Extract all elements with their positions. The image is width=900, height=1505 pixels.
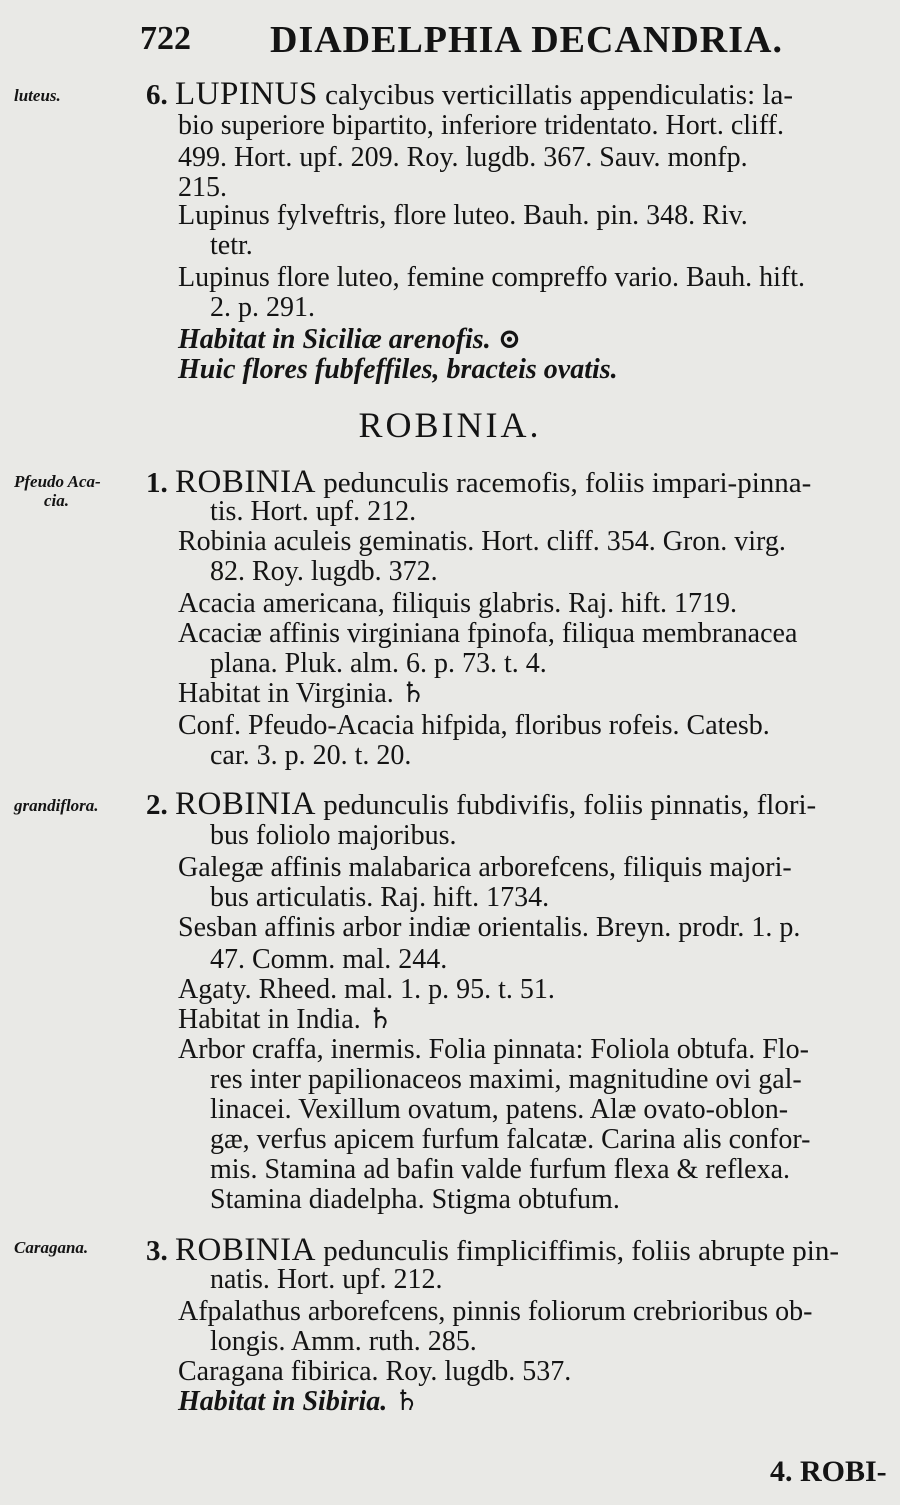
description-line: gæ, verfus apicem furfum falcatæ. Carina alis confor- (210, 1124, 811, 1155)
genus-name: ROBINIA (175, 786, 316, 822)
text-line: Lupinus flore luteo, femine compreffo vario. Bauh. hift. (178, 262, 805, 293)
text-line: natis. Hort. upf. 212. (210, 1264, 443, 1295)
margin-name-caragana: Caragana. (14, 1238, 89, 1257)
genus-name: LUPINUS (175, 76, 318, 112)
text-line: Conf. Pfeudo-Acacia hifpida, floribus rofeis. Catesb. (178, 710, 770, 741)
description-line: res inter papilionaceos maximi, magnitudine ovi gal- (210, 1064, 802, 1095)
entry-text: calycibus verticillatis appendiculatis: la- (325, 79, 793, 111)
text-line: tetr. (210, 230, 253, 261)
habitat-line: Habitat in Siciliæ arenofis. ⊙ (178, 324, 522, 355)
entry-number: 1. (146, 467, 168, 499)
text-line: Lupinus fylveftris, flore luteo. Bauh. pin. 348. Riv. (178, 200, 748, 231)
margin-name-pseudoacacia (14, 472, 101, 510)
text-line: tis. Hort. upf. 212. (210, 496, 417, 527)
text-line: car. 3. p. 20. t. 20. (210, 740, 412, 771)
entry-text: pedunculis fimpliciffimis, foliis abrupte pin- (323, 1235, 839, 1267)
page-number: 722 (140, 20, 191, 57)
catchword: 4. ROBI- (770, 1455, 887, 1488)
text-line: Sesban affinis arbor indiæ orientalis. Breyn. prodr. 1. p. (178, 912, 801, 943)
text-line: longis. Amm. ruth. 285. (210, 1326, 477, 1357)
margin-name-line: cia. (44, 491, 70, 510)
habitat-line: Habitat in Virginia. ♄ (178, 678, 426, 709)
description-line: linacei. Vexillum ovatum, patens. Alæ ovato-oblon- (210, 1094, 789, 1125)
description-line: Stamina diadelpha. Stigma obtufum. (210, 1184, 620, 1215)
entry-number: 3. (146, 1235, 168, 1267)
text-line: 215. (178, 172, 227, 203)
genus-name: ROBINIA (175, 1232, 316, 1268)
text-line: Galegæ affinis malabarica arborefcens, filiquis majori- (178, 852, 792, 883)
entry-robinia-3 (146, 1232, 896, 1268)
entry-robinia-2 (146, 786, 896, 822)
section-title: ROBINIA. (358, 405, 542, 445)
text-line: Robinia aculeis geminatis. Hort. cliff. 354. Gron. virg. (178, 526, 786, 557)
text-line: bio superiore bipartito, inferiore tridentato. Hort. cliff. (178, 110, 784, 141)
margin-name-line: Pfeudo Aca- (14, 472, 101, 491)
text-line: 2. p. 291. (210, 292, 315, 323)
entry-number: 2. (146, 789, 168, 821)
note-line: Huic flores fubfeffiles, bracteis ovatis. (178, 354, 618, 385)
entry-number: 6. (146, 79, 168, 111)
habitat-line: Habitat in India. ♄ (178, 1004, 393, 1035)
text-line: Acaciæ affinis virginiana fpinofa, filiqua membranacea (178, 618, 798, 649)
entry-text: pedunculis racemofis, foliis impari-pinna- (323, 467, 812, 499)
text-line: 82. Roy. lugdb. 372. (210, 556, 438, 587)
text-line: bus articulatis. Raj. hift. 1734. (210, 882, 550, 913)
text-line: 499. Hort. upf. 209. Roy. lugdb. 367. Sauv. monfp. (178, 142, 748, 173)
entry-text: pedunculis fubdivifis, foliis pinnatis, flori- (323, 789, 817, 821)
entry-robinia-1 (146, 464, 896, 500)
margin-name-grandiflora: grandiflora. (14, 796, 99, 815)
running-head: DIADELPHIA DECANDRIA. (270, 19, 783, 61)
text-line: Acacia americana, filiquis glabris. Raj. hift. 1719. (178, 588, 738, 619)
text-line: plana. Pluk. alm. 6. p. 73. t. 4. (210, 648, 547, 679)
text-line: 47. Comm. mal. 244. (210, 944, 448, 975)
page-header (0, 12, 900, 62)
description-line: Arbor craffa, inermis. Folia pinnata: Foliola obtufa. Flo- (178, 1034, 809, 1065)
text-line: Agaty. Rheed. mal. 1. p. 95. t. 51. (178, 974, 555, 1005)
habitat-line: Habitat in Sibiria. ♄ (178, 1386, 420, 1417)
text-line: Caragana fibirica. Roy. lugdb. 537. (178, 1356, 572, 1387)
text-line: Afpalathus arborefcens, pinnis foliorum crebrioribus ob- (178, 1296, 813, 1327)
entry-lupinus-6 (146, 76, 896, 112)
genus-name: ROBINIA (175, 464, 316, 500)
text-line: bus foliolo majoribus. (210, 820, 457, 851)
description-line: mis. Stamina ad bafin valde furfum flexa & reflexa. (210, 1154, 791, 1185)
margin-name-luteus: luteus. (14, 86, 61, 105)
